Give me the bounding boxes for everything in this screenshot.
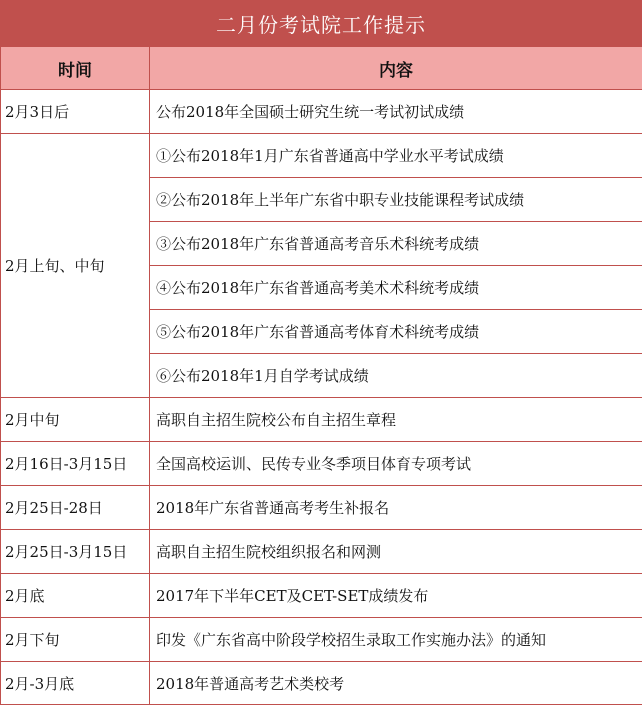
content-cell: ⑥公布2018年1月自学考试成绩 xyxy=(150,354,642,398)
content-cell: 2017年下半年CET及CET-SET成绩发布 xyxy=(150,574,642,618)
table-row xyxy=(1,134,642,178)
table-row xyxy=(1,530,642,574)
table-header-row xyxy=(1,47,642,90)
content-cell: ④公布2018年广东省普通高考美术术科统考成绩 xyxy=(150,266,642,310)
content-cell: ②公布2018年上半年广东省中职专业技能课程考试成绩 xyxy=(150,178,642,222)
schedule-table xyxy=(0,46,642,705)
time-cell: 2月上旬、中旬 xyxy=(1,134,150,398)
table-row xyxy=(1,442,642,486)
table-row xyxy=(1,618,642,662)
time-cell: 2月25日-3月15日 xyxy=(1,530,150,574)
content-cell: 全国高校运训、民传专业冬季项目体育专项考试 xyxy=(150,442,642,486)
table-row xyxy=(1,398,642,442)
content-cell: ⑤公布2018年广东省普通高考体育术科统考成绩 xyxy=(150,310,642,354)
time-column-header: 时间 xyxy=(1,47,150,90)
content-cell: ③公布2018年广东省普通高考音乐术科统考成绩 xyxy=(150,222,642,266)
content-cell: 2018年广东省普通高考考生补报名 xyxy=(150,486,642,530)
time-cell: 2月底 xyxy=(1,574,150,618)
time-cell: 2月中旬 xyxy=(1,398,150,442)
table-row xyxy=(1,90,642,134)
table-row xyxy=(1,662,642,705)
page-title: 二月份考试院工作提示 xyxy=(0,0,642,46)
content-cell: 高职自主招生院校组织报名和网测 xyxy=(150,530,642,574)
time-cell: 2月25日-28日 xyxy=(1,486,150,530)
content-cell: 2018年普通高考艺术类校考 xyxy=(150,662,642,705)
time-cell: 2月3日后 xyxy=(1,90,150,134)
table-row xyxy=(1,486,642,530)
content-cell: ①公布2018年1月广东省普通高中学业水平考试成绩 xyxy=(150,134,642,178)
time-cell: 2月-3月底 xyxy=(1,662,150,705)
content-cell: 公布2018年全国硕士研究生统一考试初试成绩 xyxy=(150,90,642,134)
content-column-header: 内容 xyxy=(150,47,642,90)
table-row xyxy=(1,574,642,618)
content-cell: 高职自主招生院校公布自主招生章程 xyxy=(150,398,642,442)
content-cell: 印发《广东省高中阶段学校招生录取工作实施办法》的通知 xyxy=(150,618,642,662)
time-cell: 2月下旬 xyxy=(1,618,150,662)
time-cell: 2月16日-3月15日 xyxy=(1,442,150,486)
